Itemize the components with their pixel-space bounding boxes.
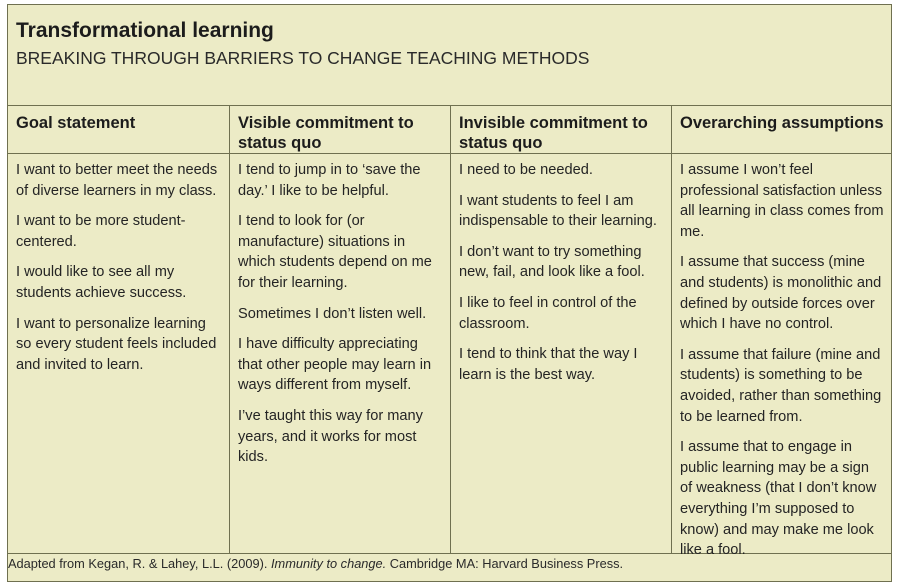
column-visible-commitment [229, 106, 450, 554]
column-overarching-assumptions [671, 106, 890, 559]
list-item: I would like to see all my students achieve success. [16, 264, 187, 301]
list-item: I want to personalize learning so every student feels included and invited to learn. [16, 315, 217, 373]
list-item: I don’t want to try something new, fail, and look like a fool. [459, 243, 645, 281]
page-title: Transformational learning [16, 19, 274, 42]
page-subtitle: BREAKING THROUGH BARRIERS TO CHANGE TEACHING METHODS [16, 48, 590, 68]
column-body [680, 160, 884, 571]
list-item: I have difficulty appreciating that other people may learn in ways different from myself. [238, 336, 432, 394]
column-heading: Invisible commitment to status quo [459, 114, 648, 152]
list-item: I tend to look for (or manufacture) situations in which students depend on me for their learning. [238, 213, 432, 291]
column-heading: Overarching assumptions [680, 114, 884, 132]
column-body [459, 160, 665, 395]
citation-publisher: Cambridge MA: Harvard Business Press. [389, 556, 624, 571]
table-frame [7, 4, 892, 582]
list-item: I tend to think that the way I learn is the best way. [459, 346, 638, 383]
citation [8, 556, 623, 571]
list-item: I assume I won’t feel professional satisfaction unless all learning in class comes from me. [680, 162, 884, 240]
list-item: I assume that to engage in public learning may be a sign of weakness (that I don’t know everything I’m supposed to know) and may make me look like a fool. [680, 439, 877, 559]
column-body [238, 160, 444, 478]
list-item: I’ve taught this way for many years, and it works for most kids. [238, 407, 423, 466]
list-item: I tend to jump in to ‘save the day.’ I like to be helpful. [238, 162, 421, 199]
list-item: I want students to feel I am indispensable to their learning. [459, 192, 657, 230]
column-invisible-commitment [450, 106, 671, 554]
table-header [8, 5, 891, 106]
column-goal-statement [8, 106, 229, 554]
citation-authors: Adapted from Kegan, R. & Lahey, L.L. (2009). [8, 556, 268, 571]
citation-book-title: Immunity to change. [270, 556, 387, 571]
column-body [16, 160, 223, 385]
list-item: I want to be more student-centered. [16, 213, 186, 250]
list-item: I like to feel in control of the classroom. [459, 294, 637, 332]
list-item: I want to better meet the needs of diverse learners in my class. [16, 162, 218, 199]
list-item: I assume that success (mine and students) is monolithic and defined by outside forces over which I have no control. [680, 254, 882, 333]
column-heading: Goal statement [16, 114, 136, 132]
list-item: I assume that failure (mine and students) is something to be avoided, rather than something to be learned from. [680, 346, 882, 425]
list-item: I need to be needed. [459, 162, 593, 178]
list-item: Sometimes I don’t listen well. [238, 305, 427, 322]
column-heading: Visible commitment to status quo [238, 114, 414, 152]
